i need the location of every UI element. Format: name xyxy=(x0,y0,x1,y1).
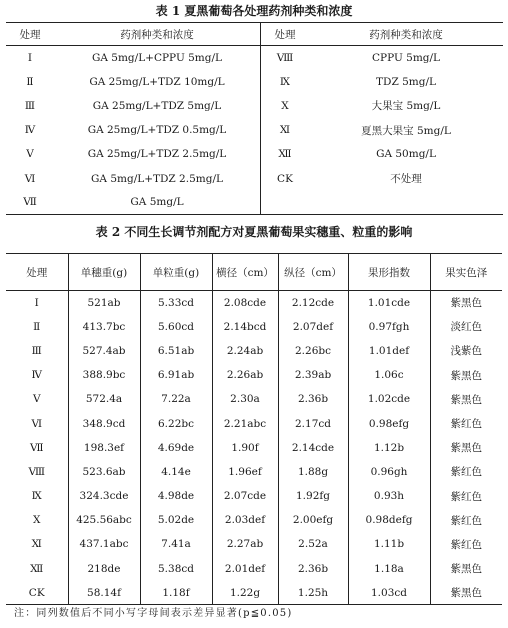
table2-cell: Ⅲ xyxy=(31,344,42,357)
table1-cell: Ⅵ xyxy=(24,172,36,185)
table2-cell: 2.17cd xyxy=(278,411,348,435)
table2-row xyxy=(6,460,502,484)
table2-cell: 218de xyxy=(68,557,140,581)
table2-cell: 淡红色 xyxy=(430,315,502,339)
table1-header-cell: 药剂种类和浓度 xyxy=(54,23,261,46)
table1-cell: Ⅷ xyxy=(276,51,294,64)
table1-cell: Ⅻ xyxy=(278,148,292,161)
table2-cell: 7.22a xyxy=(140,387,212,411)
table2-cell: 324.3cde xyxy=(68,484,140,508)
table2-cell: 425.56abc xyxy=(68,508,140,532)
table2-row xyxy=(6,436,502,460)
table2-cell: 1.12b xyxy=(348,436,430,460)
table2-cell: 6.91ab xyxy=(140,363,212,387)
table2-cell: 4.98de xyxy=(140,484,212,508)
table2-cell: 1.92fg xyxy=(278,484,348,508)
table1-header-row xyxy=(6,23,503,46)
table1-cell: 夏黑大果宝 5mg/L xyxy=(361,124,451,137)
table2-cell: Ⅱ xyxy=(33,320,41,333)
table2-cell: 572.4a xyxy=(68,387,140,411)
table2-row xyxy=(6,315,502,339)
table2 xyxy=(6,253,502,605)
table1 xyxy=(6,22,503,215)
table2-cell: Ⅹ xyxy=(33,514,41,527)
table2-cell: 2.07cde xyxy=(212,484,278,508)
table1-cell: GA 25mg/L+TDZ 10mg/L xyxy=(54,70,261,94)
footnote: 注：同列数值后不同小写字母间表示差异显著(p≦0.05) xyxy=(14,608,293,619)
table2-cell: 437.1abc xyxy=(68,532,140,556)
table1-cell: 不处理 xyxy=(390,173,422,186)
table2-cell: 紫红色 xyxy=(430,460,502,484)
table2-row xyxy=(6,363,502,387)
table1-cell: Ⅰ xyxy=(27,51,33,64)
table2-cell: 0.98efg xyxy=(348,411,430,435)
table2-header-cell: 纵径（cm） xyxy=(278,254,348,291)
table2-cell: 2.00efg xyxy=(278,508,348,532)
table2-cell: Ⅵ xyxy=(31,417,43,430)
table2-cell: 5.02de xyxy=(140,508,212,532)
table2-cell: 紫红色 xyxy=(430,532,502,556)
table1-cell: TDZ 5mg/L xyxy=(376,75,436,88)
table1-cell: Ⅹ xyxy=(281,99,289,112)
table2-cell: 2.14bcd xyxy=(212,315,278,339)
table2-body xyxy=(6,291,502,605)
table1-cell xyxy=(261,191,310,215)
table2-header-cell: 单粒重(g) xyxy=(140,254,212,291)
table2-cell: 0.96gh xyxy=(348,460,430,484)
table2-cell: 浅紫色 xyxy=(430,339,502,363)
table2-caption: 表 2 不同生长调节剂配方对夏黑葡萄果实穗重、粒重的影响 xyxy=(95,225,413,239)
table2-header-cell: 单穗重(g) xyxy=(68,254,140,291)
table2-cell: 1.06c xyxy=(348,363,430,387)
table2-cell: 1.90f xyxy=(212,436,278,460)
table2-cell: Ⅻ xyxy=(30,562,44,575)
table2-cell: 2.30a xyxy=(212,387,278,411)
table1-cell: GA 25mg/L+TDZ 2.5mg/L xyxy=(54,142,261,166)
table2-cell: 523.6ab xyxy=(68,460,140,484)
table1-row xyxy=(6,142,503,166)
table2-row xyxy=(6,581,502,605)
table2-cell: 紫黑色 xyxy=(430,291,502,315)
table2-cell: 521ab xyxy=(68,291,140,315)
table2-cell: 4.69de xyxy=(140,436,212,460)
table1-cell: 大果宝 5mg/L xyxy=(371,100,441,113)
table1-cell: Ⅴ xyxy=(26,148,34,161)
table2-cell: 6.22bc xyxy=(140,411,212,435)
table1-cell: GA 25mg/L+TDZ 0.5mg/L xyxy=(54,118,261,142)
table2-cell: 2.39ab xyxy=(278,363,348,387)
table2-cell: 5.33cd xyxy=(140,291,212,315)
table2-cell: 1.01def xyxy=(348,339,430,363)
table2-cell: 6.51ab xyxy=(140,339,212,363)
table1-cell: CK xyxy=(277,172,293,185)
table2-cell: 紫红色 xyxy=(430,508,502,532)
table2-cell: 2.21abc xyxy=(212,411,278,435)
table2-row xyxy=(6,339,502,363)
table1-cell: Ⅶ xyxy=(6,191,54,215)
table2-cell: Ⅰ xyxy=(34,296,39,309)
table1-cell: GA 5mg/L+TDZ 2.5mg/L xyxy=(54,166,261,190)
table1-row xyxy=(6,70,503,94)
table1-cell: Ⅱ xyxy=(26,75,34,88)
table2-cell: 198.3ef xyxy=(68,436,140,460)
table2-cell: 2.52a xyxy=(278,532,348,556)
table2-header-row xyxy=(6,254,502,291)
table2-header-cell: 果实色泽 xyxy=(430,254,502,291)
table2-cell: 2.36b xyxy=(278,557,348,581)
table2-cell: 2.14cde xyxy=(278,436,348,460)
table2-cell: 413.7bc xyxy=(68,315,140,339)
table2-cell: CK xyxy=(6,581,68,605)
table2-cell: 2.36b xyxy=(278,387,348,411)
table2-header-cell: 横径（cm） xyxy=(212,254,278,291)
table2-cell: 紫黑色 xyxy=(430,557,502,581)
table2-cell: 2.12cde xyxy=(278,291,348,315)
table1-cell: GA 50mg/L xyxy=(376,148,436,161)
table2-cell: Ⅸ xyxy=(31,490,42,503)
table1-row xyxy=(6,191,503,215)
table2-cell: Ⅺ xyxy=(31,538,42,551)
table2-cell: 紫黑色 xyxy=(430,436,502,460)
table2-cell: 2.26ab xyxy=(212,363,278,387)
table2-cell: 2.24ab xyxy=(212,339,278,363)
table1-cell: Ⅺ xyxy=(279,124,291,137)
table1-cell: Ⅳ xyxy=(24,124,36,137)
table2-cell: Ⅷ xyxy=(28,465,46,478)
table1-row xyxy=(6,46,503,70)
table2-cell: 1.11b xyxy=(348,532,430,556)
table2-row xyxy=(6,387,502,411)
table2-cell: 348.9cd xyxy=(68,411,140,435)
table2-cell: 388.9bc xyxy=(68,363,140,387)
table1-cell: Ⅸ xyxy=(279,75,291,88)
table2-cell: 58.14f xyxy=(68,581,140,605)
table2-row xyxy=(6,557,502,581)
table2-cell: 2.01def xyxy=(212,557,278,581)
table2-row xyxy=(6,411,502,435)
table2-cell: 527.4ab xyxy=(68,339,140,363)
table2-cell: 2.03def xyxy=(212,508,278,532)
table2-cell: 1.96ef xyxy=(212,460,278,484)
table2-cell: 1.18f xyxy=(140,581,212,605)
table2-row xyxy=(6,484,502,508)
table2-cell: Ⅳ xyxy=(31,369,42,382)
table2-cell: 紫红色 xyxy=(430,411,502,435)
table2-cell: 1.88g xyxy=(278,460,348,484)
table2-cell: 5.60cd xyxy=(140,315,212,339)
table2-cell: 紫黑色 xyxy=(430,581,502,605)
table2-row xyxy=(6,532,502,556)
table2-cell: 2.08cde xyxy=(212,291,278,315)
table2-cell: 0.98defg xyxy=(348,508,430,532)
table1-cell: Ⅲ xyxy=(24,99,36,112)
table2-cell: 2.26bc xyxy=(278,339,348,363)
table2-cell: 0.97fgh xyxy=(348,315,430,339)
table2-cell: 0.93h xyxy=(348,484,430,508)
table1-cell: GA 25mg/L+TDZ 5mg/L xyxy=(54,94,261,118)
table1-cell: GA 5mg/L+CPPU 5mg/L xyxy=(54,46,261,70)
table2-cell: 1.22g xyxy=(212,581,278,605)
table1-caption: 表 1 夏黑葡萄各处理药剂种类和浓度 xyxy=(155,4,353,18)
table1-row xyxy=(6,118,503,142)
table2-cell: Ⅶ xyxy=(29,441,44,454)
table2-cell: 4.14e xyxy=(140,460,212,484)
table1-cell xyxy=(309,191,503,215)
table1-cell: CPPU 5mg/L xyxy=(371,51,441,64)
table1-header-cell: 处理 xyxy=(261,23,310,46)
table2-cell: 1.25h xyxy=(278,581,348,605)
table1-row xyxy=(6,94,503,118)
table2-cell: 2.27ab xyxy=(212,532,278,556)
table2-cell: 1.03cd xyxy=(348,581,430,605)
table2-cell: 紫黑色 xyxy=(430,387,502,411)
table2-row xyxy=(6,291,502,315)
table2-row xyxy=(6,508,502,532)
table2-cell: 2.07def xyxy=(278,315,348,339)
table1-cell: GA 5mg/L xyxy=(54,191,261,215)
table2-cell: 1.18a xyxy=(348,557,430,581)
table1-row xyxy=(6,166,503,190)
table2-cell: 紫黑色 xyxy=(430,363,502,387)
table2-cell: 5.38cd xyxy=(140,557,212,581)
table1-header-cell: 处理 xyxy=(6,23,54,46)
table2-cell: Ⅴ xyxy=(32,393,41,406)
table2-cell: 7.41a xyxy=(140,532,212,556)
table2-cell: 1.02cde xyxy=(348,387,430,411)
table1-header-cell: 药剂种类和浓度 xyxy=(309,23,503,46)
table2-header-cell: 处理 xyxy=(6,254,68,291)
table2-cell: 紫红色 xyxy=(430,484,502,508)
table2-cell: 1.01cde xyxy=(348,291,430,315)
table2-header-cell: 果形指数 xyxy=(348,254,430,291)
